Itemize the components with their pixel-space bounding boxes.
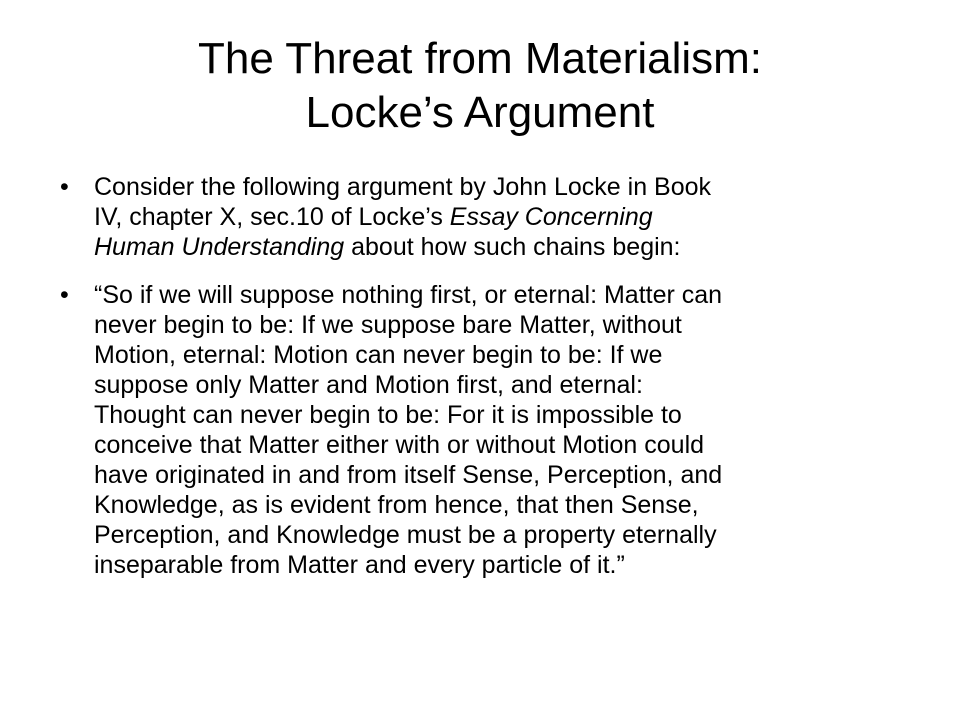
intro-line-3 <box>94 232 910 262</box>
bullet-marker: • <box>60 173 69 201</box>
intro-line-3-text: about how such chains begin: <box>344 233 681 261</box>
title-line-2: Locke’s Argument <box>305 88 655 137</box>
bullet-item-quote <box>60 280 910 580</box>
quote-line: inseparable from Matter and every particle of it.” <box>94 551 625 579</box>
quote-line: Perception, and Knowledge must be a property eternally <box>94 521 717 549</box>
book-title-part-2: Human Understanding <box>94 233 345 261</box>
bullet-marker: • <box>60 281 69 309</box>
quote-line: have originated in and from itself Sense, Perception, and <box>94 461 723 489</box>
quote-line: “So if we will suppose nothing first, or eternal: Matter can <box>94 281 723 309</box>
quote-line: Motion, eternal: Motion can never begin to be: If we <box>94 341 663 369</box>
quote-line: Thought can never begin to be: For it is impossible to <box>94 401 682 429</box>
intro-line-2 <box>94 202 910 232</box>
bullet-item-intro <box>60 172 910 262</box>
book-title-part-1: Essay Concerning <box>449 203 653 231</box>
slide-content <box>60 172 910 580</box>
slide-title <box>40 32 920 140</box>
intro-line-2-text: IV, chapter X, sec.10 of Locke’s <box>94 203 450 231</box>
quote-line: suppose only Matter and Motion first, and eternal: <box>94 371 643 399</box>
quote-line: Knowledge, as is evident from hence, that then Sense, <box>94 491 699 519</box>
intro-line-1: Consider the following argument by John Locke in Book <box>94 173 712 201</box>
quote-line: conceive that Matter either with or without Motion could <box>94 431 705 459</box>
quote-line: never begin to be: If we suppose bare Matter, without <box>94 311 682 339</box>
title-line-1: The Threat from Materialism: <box>197 34 762 83</box>
